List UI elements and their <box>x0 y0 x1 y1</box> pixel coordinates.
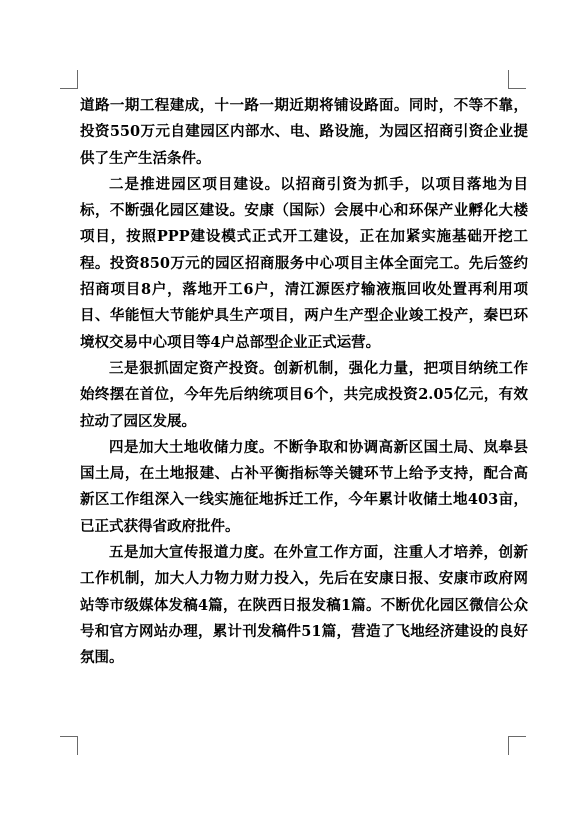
crop-mark-top-right-horizontal <box>508 88 526 89</box>
crop-mark-bottom-left-horizontal <box>60 736 78 737</box>
crop-mark-top-left-vertical <box>77 70 78 89</box>
body-text <box>80 93 528 672</box>
crop-mark-top-right-vertical <box>508 70 509 89</box>
paragraph-road-construction: 道路一期工程建成，十一路一期近期将铺设路面。同时，不等不靠，投资550万元自建园区内部水、电、路设施，为园区招商引资企业提供了生产生活条件。 <box>80 97 528 167</box>
paragraph-land-reserve: 四是加大土地收储力度。不断争取和协调高新区国土局、岚皋县国土局，在土地报建、占补平衡指标等关键环节上给予支持，配合高新区工作组深入一线实施征地拆迁工作，今年累计收储土地403亩，已正式获得省政府批件。 <box>80 438 528 535</box>
crop-mark-bottom-right-horizontal <box>508 736 526 737</box>
crop-mark-bottom-left-vertical <box>77 736 78 755</box>
crop-mark-bottom-right-vertical <box>508 736 509 755</box>
paragraph-fixed-asset-investment: 三是狠抓固定资产投资。创新机制，强化力量，把项目纳统工作始终摆在首位，今年先后纳统项目6个，共完成投资2.05亿元，有效拉动了园区发展。 <box>80 359 528 430</box>
paragraph-project-construction: 二是推进园区项目建设。以招商引资为抓手，以项目落地为目标，不断强化园区建设。安康（国际）会展中心和环保产业孵化大楼项目，按照PPP建设模式正式开工建设，正在加紧实施基础开挖工程。投资850万元的园区招商服务中心项目主体全面完工。先后签约招商项目8户，落地开工6户，清江源医疗输液瓶回收处置再利用项目、华能恒大节能炉具生产项目，两户生产型企业竣工投产，秦巴环境权交易中心项目等4户总部型企业正式运营。 <box>80 175 528 351</box>
paragraph-publicity: 五是加大宣传报道力度。在外宣工作方面，注重人才培养，创新工作机制，加大人力物力财力投入，先后在安康日报、安康市政府网站等市级媒体发稿4篇，在陕西日报发稿1篇。不断优化园区微信公众号和官方网站办理，累计刊发稿件51篇，营造了飞地经济建设的良好氛围。 <box>80 544 528 667</box>
crop-mark-top-left-horizontal <box>60 88 78 89</box>
